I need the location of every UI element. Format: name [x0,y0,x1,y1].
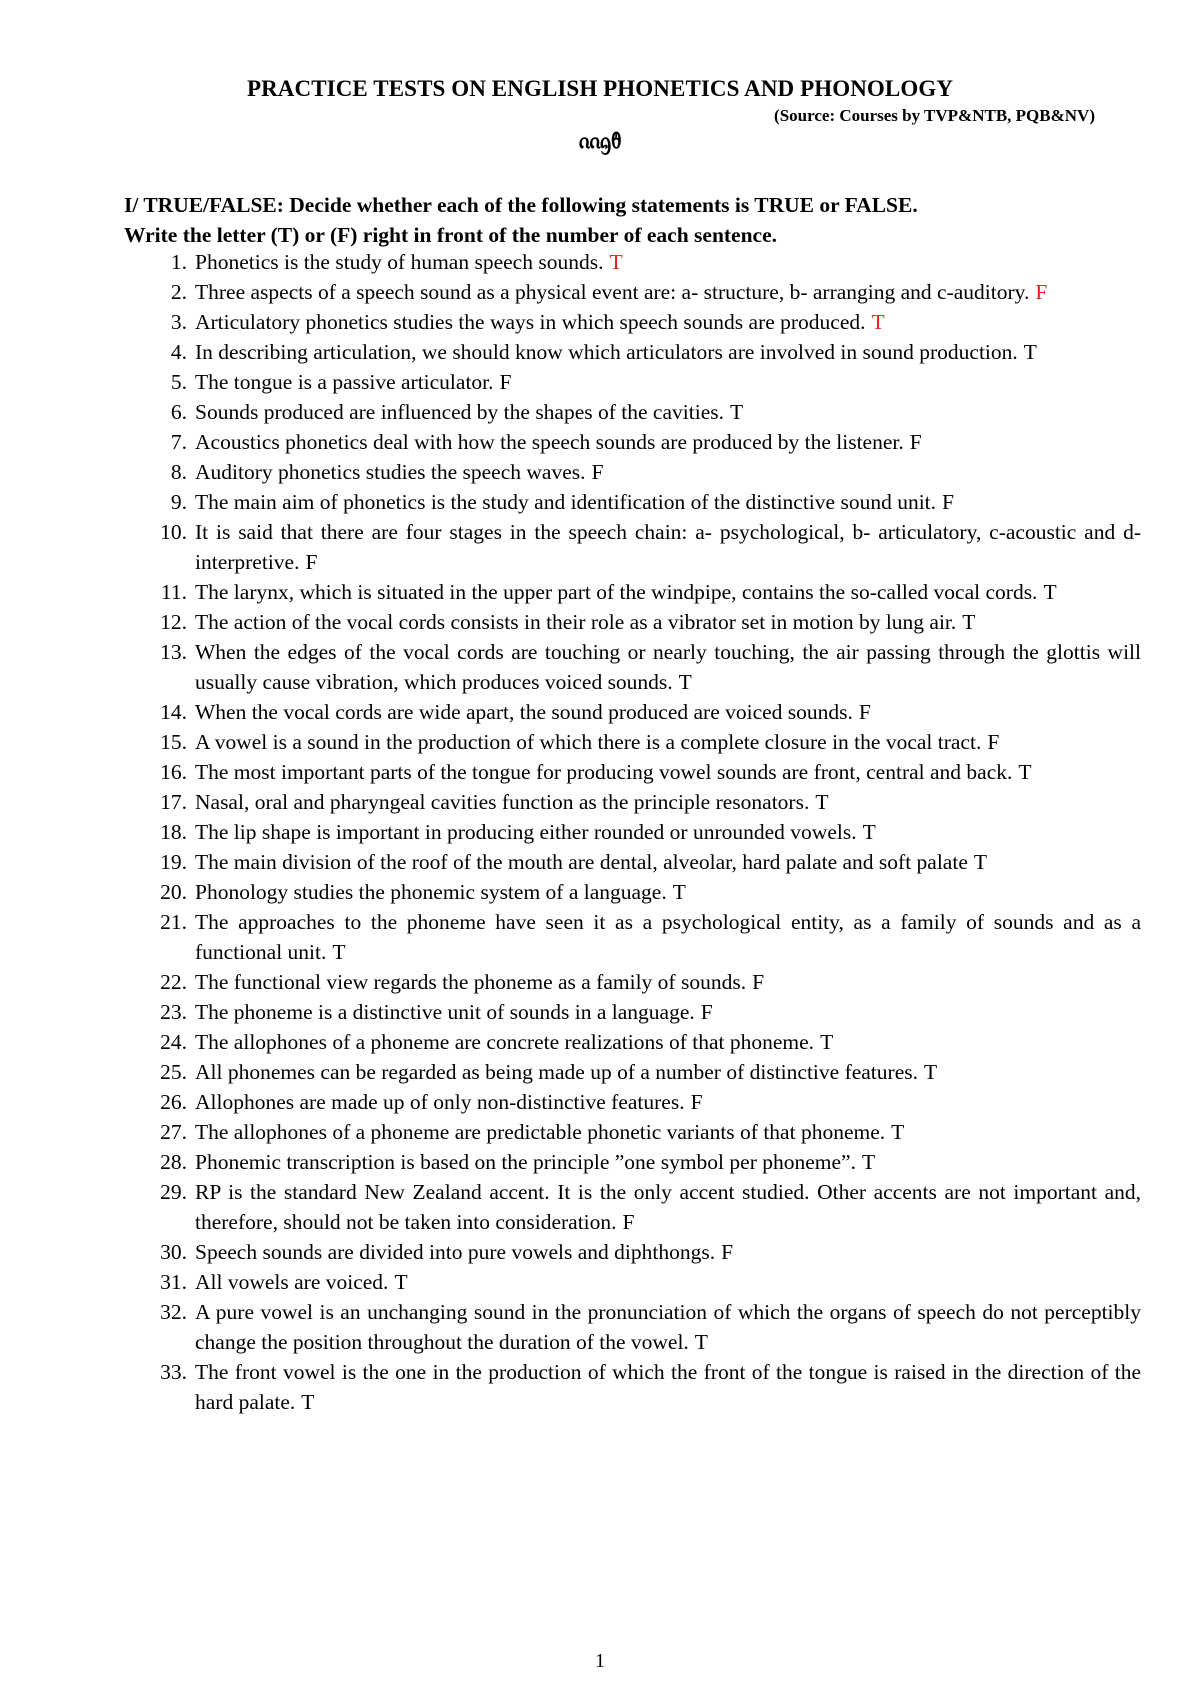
statement-item [160,637,1141,697]
statement-number: 16. [160,760,187,784]
statement-item [160,1237,1141,1267]
answer-letter: T [332,940,346,964]
statement-item [170,337,1141,367]
statement-text: The front vowel is the one in the production of which the front of the tongue is raised in the direction of the hard palate. [195,1360,1141,1414]
statement-item [170,277,1141,307]
statement-text: A vowel is a sound in the production of which there is a complete closure in the vocal tract. [195,730,982,754]
answer-letter: T [820,1030,834,1054]
statement-text: Phonology studies the phonemic system of a language. [195,880,667,904]
statement-text: The main aim of phonetics is the study and identification of the distinctive sound unit. [195,490,937,514]
statement-item [160,1357,1141,1417]
answer-letter: F [690,1090,703,1114]
statement-number: 1. [170,250,187,274]
statement-number: 31. [160,1270,187,1294]
answer-letter: F [700,1000,713,1024]
statement-text: The most important parts of the tongue for producing vowel sounds are front, central and back. [195,760,1013,784]
statement-number: 29. [160,1180,187,1204]
statement-text: Nasal, oral and pharyngeal cavities function as the principle resonators. [195,790,810,814]
answer-letter: F [909,430,922,454]
statement-item [170,457,1141,487]
statement-item [160,907,1141,967]
answer-letter: T [861,1150,876,1174]
statement-number: 26. [160,1090,187,1114]
statement-text: All phonemes can be regarded as being made up of a number of distinctive features. [195,1060,918,1084]
statement-text: The approaches to the phoneme have seen it as a psychological entity, as a family of sounds and as a functional unit. [195,910,1141,964]
statement-number: 2. [170,280,187,304]
statement-number: 10. [160,520,187,544]
statement-number: 12. [160,610,187,634]
statement-text: The functional view regards the phoneme as a family of sounds. [195,970,747,994]
answer-letter: T [891,1120,905,1144]
statement-text: The allophones of a phoneme are predictable phonetic variants of that phoneme. [195,1120,886,1144]
statement-number: 13. [160,640,187,664]
statement-text: When the vocal cords are wide apart, the sound produced are voiced sounds. [195,700,853,724]
statement-item [160,1087,1141,1117]
answer-letter: F [752,970,765,994]
answer-letter: F [987,730,1000,754]
answer-letter: T [871,310,885,334]
instruction-line-1: I/ TRUE/FALSE: Decide whether each of the following statements is TRUE or FALSE. [124,193,918,217]
statement-item [170,487,1141,517]
statement-number: 21. [160,910,187,934]
statement-number: 3. [170,310,187,334]
statement-number: 4. [170,340,187,364]
statement-item [160,607,1141,637]
answer-letter: F [942,490,954,514]
statement-item [160,847,1141,877]
instruction-line-2: Write the letter (T) or (F) right in front of the number of each sentence. [124,223,778,247]
statement-text: The action of the vocal cords consists in their role as a vibrator set in motion by lung air. [195,610,957,634]
statement-text: It is said that there are four stages in the speech chain: a- psychological, b- articulatory, c-acoustic and d- interpretive. [195,520,1141,574]
statement-item [160,1027,1141,1057]
answer-letter: F [858,700,871,724]
statement-number: 15. [160,730,187,754]
answer-letter: T [862,820,876,844]
answer-letter: T [609,250,623,274]
page-title: PRACTICE TESTS ON ENGLISH PHONETICS AND PHONOLOGY [246,76,954,101]
statement-number: 25. [160,1060,187,1084]
statement-item [160,577,1141,607]
statement-number: 5. [170,370,187,394]
answer-letter: T [1023,340,1037,364]
statement-item [160,727,1141,757]
statement-number: 27. [160,1120,187,1144]
statement-text: The allophones of a phoneme are concrete realizations of that phoneme. [195,1030,815,1054]
statement-item [160,997,1141,1027]
answer-letter: F [305,550,318,574]
answer-letter: T [962,610,976,634]
statement-number: 22. [160,970,187,994]
statement-text: Sounds produced are influenced by the shapes of the cavities. [195,400,724,424]
answer-letter: T [923,1060,938,1084]
statement-item [160,517,1141,577]
statement-text: The phoneme is a distinctive unit of sounds in a language. [195,1000,695,1024]
statement-text: All vowels are voiced. [195,1270,389,1294]
answer-letter: F [721,1240,734,1264]
answer-letter: T [678,670,692,694]
statement-number: 18. [160,820,187,844]
statement-text: Phonemic transcription is based on the principle ”one symbol per phoneme”. [195,1150,856,1174]
statement-number: 8. [170,460,187,484]
statement-item [160,967,1141,997]
statement-item [160,1057,1141,1087]
statement-item [170,307,1141,337]
statement-number: 23. [160,1000,187,1024]
statement-text: Speech sounds are divided into pure vowels and diphthongs. [195,1240,716,1264]
statement-item [160,1117,1141,1147]
statement-item [160,1147,1141,1177]
statement-item [160,757,1141,787]
answer-letter: F [1035,280,1048,304]
statement-item [160,1267,1141,1297]
statement-item [160,697,1141,727]
statement-number: 33. [160,1360,187,1384]
statement-number: 32. [160,1300,187,1324]
statement-item [170,397,1141,427]
answer-letter: F [591,460,604,484]
statement-item [170,367,1141,397]
statement-number: 30. [160,1240,187,1264]
answer-letter: T [394,1270,408,1294]
statement-number: 17. [160,790,187,814]
statement-item [160,877,1141,907]
statement-number: 28. [160,1150,187,1174]
answer-letter: T [729,400,744,424]
statement-number: 14. [160,700,187,724]
statement-text: The tongue is a passive articulator. [195,370,494,394]
statement-number: 7. [170,430,187,454]
statement-item [160,817,1141,847]
answer-letter: T [815,790,829,814]
statement-text: A pure vowel is an unchanging sound in the pronunciation of which the organs of speech do not perceptibly change the position throughout the duration of the vowel. [195,1300,1141,1354]
statement-number: 24. [160,1030,187,1054]
answer-letter: T [1018,760,1032,784]
statement-number: 19. [160,850,187,874]
answer-letter: T [301,1390,315,1414]
page-number: 1 [595,1650,605,1672]
statement-text: Three aspects of a speech sound as a physical event are: a- structure, b- arranging and c-auditory. [195,280,1030,304]
answer-letter: T [1043,580,1057,604]
statement-item [170,427,1141,457]
statement-text: Acoustics phonetics deal with how the speech sounds are produced by the listener. [195,430,904,454]
section-instruction [124,190,1142,250]
statement-text: Auditory phonetics studies the speech waves. [195,460,586,484]
statement-item [160,1177,1141,1237]
statement-item [160,1297,1141,1357]
statement-text: In describing articulation, we should know which articulators are involved in sound production. [195,340,1018,364]
statement-item [160,787,1141,817]
answer-letter: T [973,850,988,874]
statement-text: RP is the standard New Zealand accent. It is the only accent studied. Other accents are not important and, therefore, should not be taken into consideration. [195,1180,1141,1234]
statement-text: Phonetics is the study of human speech sounds. [195,250,604,274]
statement-list [160,247,1141,1417]
statement-number: 6. [170,400,187,424]
statement-text: Articulatory phonetics studies the ways in which speech sounds are produced. [195,310,866,334]
statement-text: The larynx, which is situated in the upper part of the windpipe, contains the so-called vocal cords. [195,580,1038,604]
answer-letter: T [672,880,686,904]
statement-item [170,247,1141,277]
ornament-glyph: ᦶᦇᦹ [578,128,622,153]
statement-text: The main division of the roof of the mouth are dental, alveolar, hard palate and soft palate [195,850,968,874]
statement-text: The lip shape is important in producing either rounded or unrounded vowels. [195,820,857,844]
statement-number: 9. [170,490,187,514]
source-note: (Source: Courses by TVP&NTB, PQB&NV) [774,106,1095,125]
answer-letter: T [694,1330,708,1354]
statement-number: 20. [160,880,187,904]
statement-number: 11. [160,580,187,604]
statement-text: Allophones are made up of only non-distinctive features. [195,1090,685,1114]
statement-text: When the edges of the vocal cords are touching or nearly touching, the air passing through the glottis will usually cause vibration, which produces voiced sounds. [195,640,1141,694]
answer-letter: F [499,370,512,394]
answer-letter: F [622,1210,635,1234]
